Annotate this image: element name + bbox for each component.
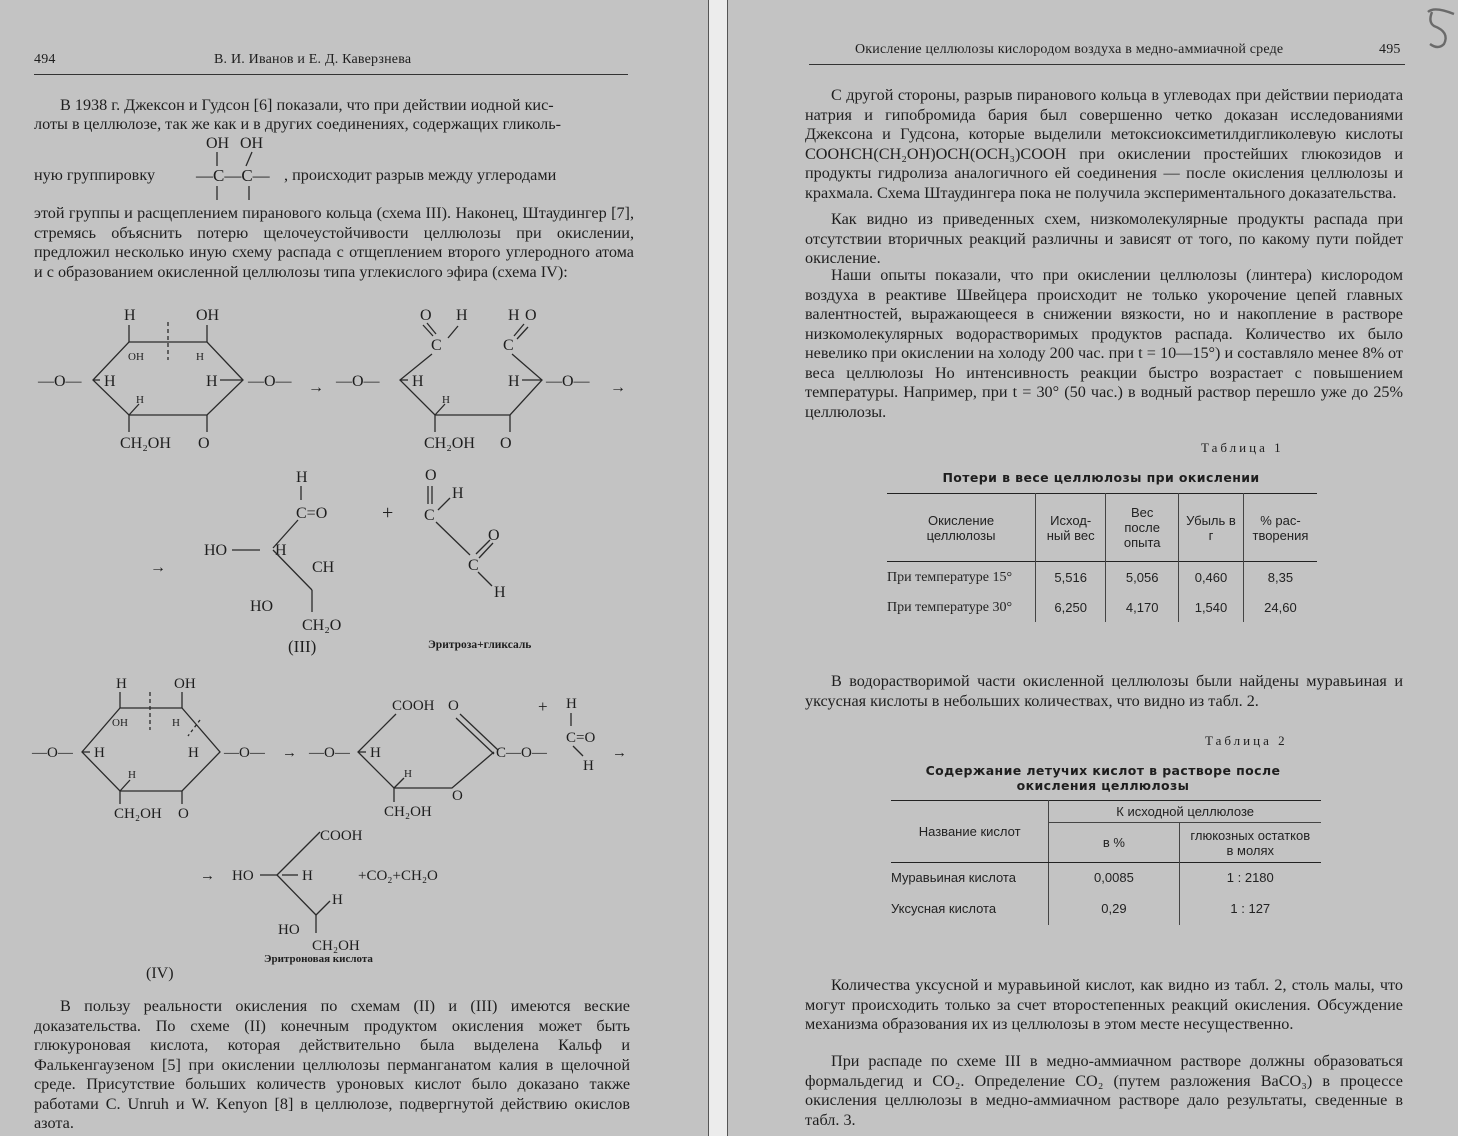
table2 [891,800,1321,925]
atom-h: H [412,373,424,390]
left-page [0,0,708,1136]
table2-header-pct: в % [1049,823,1179,863]
atom-o: O [452,788,463,804]
atom-o: O [420,307,432,324]
atom-h-small: H [136,394,144,406]
paragraph-volatile-acids: В водорастворимой части окисленной целлюлозы были найдены муравьиная и уксусная кислоты в небольших количествах, что видно из табл. 2. [805,672,1403,710]
atom-h: H [302,868,313,884]
running-head: В. И. Иванов и Е. Д. Каверзнева [214,52,412,67]
bridge-oxygen: —O— [38,373,82,390]
atom-c: C [468,557,479,574]
table1-header: Исход-ный вес [1036,494,1106,562]
atom-h-small: H [442,394,450,406]
atom-h: H [583,758,594,774]
table-cell: При температуре 15° [887,562,1036,594]
paragraph-products: Как видно из приведенных схем, низкомолекулярные продукты распада при отсутствии вторичных реакций различны и зависят от того, по какому пути пойдет окисление. [805,210,1403,267]
glycol-formula: —C—C— [196,166,270,185]
book-gutter [708,0,728,1136]
header-rule [34,74,628,75]
atom-h: H [370,745,381,761]
bridge-oxygen: —O— [248,373,292,390]
paragraph-intro-line3-post: , происходит разрыв между углеродами [284,166,557,184]
running-head: Окисление целлюлозы кислородом воздуха в медно-аммиачной среде [855,42,1284,57]
page-number: 495 [1379,42,1401,57]
handwritten-digit-five [1428,9,1454,47]
atom-h: H [508,373,520,390]
table-cell: 5,056 [1106,562,1179,594]
paragraph-intro-line1: В 1938 г. Джексон и Гудсон [6] показали, что при действии иодной кис- [60,96,554,114]
paragraph-minor-reactions: Количества уксусной и муравьиной кислот, как видно из табл. 2, столь малы, что могут происходить только за счет второстепенных реакций окисления. Обсуждение механизма образования их из целлюлозы в этом месте несущественно. [805,976,1403,1033]
oh-label: OH [240,135,264,152]
glycol-group-formula [192,130,292,202]
atom-c-o: C—O— [496,745,547,761]
bridge-oxygen: —O— [309,745,350,761]
table2-header-moles: глюкозных остатков в молях [1190,827,1311,858]
table-cell: 8,35 [1267,570,1294,586]
atom-oh: OH [196,307,220,324]
table-cell: При температуре 30° [887,594,1036,622]
atom-h: H [206,373,218,390]
atom-oh-small: OH [128,351,144,363]
oh-label: OH [206,135,230,152]
table1-header: Окисление целлюлозы [887,494,1036,562]
bridge-oxygen: —O— [546,373,590,390]
scheme-IV-label: (IV) [146,965,174,982]
atom-ch2oh: CH₂OH [120,435,171,452]
atom-h: H [296,469,308,486]
reaction-arrow: → [200,868,215,884]
atom-h: H [116,676,127,692]
atom-ho: HO [250,598,274,615]
atom-ho: HO [232,868,254,884]
atom-o: O [425,467,437,484]
table-cell: 24,60 [1264,600,1297,615]
paragraph-co2: При распаде по схеме III в медно-аммиачном растворе должны образоваться формальдегид и CO₂. Определение CO₂ (путем разложения BaCO₃) в процессе окисления целлюлозы в медно-аммиачном растворе дало результаты, сведенные в табл. 3. [805,1052,1403,1129]
table2-title: Содержание летучих кислот в растворе после окисления целлюлозы [925,763,1281,793]
atom-h: H [508,307,520,324]
table2-header-group: К исходной целлюлозе [1049,801,1321,823]
atom-h: H [188,745,199,761]
table2-caption: Таблица 2 [1205,733,1288,748]
table-cell: 1 : 127 [1230,901,1271,916]
table-row [887,562,1317,594]
atom-c-eq-o: C=O [296,505,328,522]
atom-oh-small: OH [112,717,128,729]
paragraph-experiments: Наши опыты показали, что при окислении целлюлозы (линтера) кислородом воздуха в реактиве Швейцера происходит не только укорочение цепей главных валентностей, выражающееся в снижении вязкости, но и накопление в растворе низкомолекулярных водорастворимых продуктов распада. Количество их было невелико при окислении на холоду 200 час. при t = 10—15°) и составляло менее 8% от веса целлюлозы Но интенсивность реакции быстро возрастает с повышением температуры. Например, при t = 30° (50 час.) в водный раствор перешло уже до 25% целлюлозы. [805,266,1403,421]
paragraph-ring-cleavage: С другой стороны, разрыв пиранового кольца в углеводах при действии периодата натрия и гипобромида бария был совершенно четко доказан исследованиями Джексона и Гудсона, которые выделили метоксиоксиметилдигликолевую кислоты COOHCH(CH₂OH)OCH(OCH₃)COOH при окислении простейших глюкозидов и продукты гидролиза аналогичного ей соединения — после окисления целлюлозы и крахмала. Схема Штаудингера пока не получила экспериментального доказательства. [805,86,1403,202]
atom-cooh: COOH [320,828,363,844]
atom-c-eq-o: C=O [566,730,596,746]
reaction-arrow: → [610,379,626,396]
atom-h: H [275,542,287,559]
handwritten-mark [1424,4,1458,52]
table-cell: 0,460 [1179,562,1244,594]
table-cell: 0,0085 [1049,863,1179,893]
table-cell: 1 : 2180 [1226,870,1274,886]
scheme-III-diagram [20,300,660,660]
atom-oh: OH [174,676,196,692]
bridge-oxygen: —O— [224,745,265,761]
header-rule [809,64,1405,65]
table1-header: Убыль в г [1179,494,1244,562]
paragraph-evidence: В пользу реальности окисления по схемам (II) и (III) имеются веские доказательства. По схеме (II) конечным продуктом окисления может быть глюкуроновая кислота, которая действительно была выделена Кальф и Фалькенгаузеном [5] при окислении целлюлозы перманганатом калия в щелочной среде. Присутствие больших количеств уроновых кислот было доказано также работами C. Unruh и W. Kenyon [8] в целлюлозе, подвергнутой действию окислов азота. [34,997,630,1132]
atom-h: H [456,307,468,324]
atom-h-small: H [404,768,412,780]
atom-ch2oh: CH₂OH [312,938,360,954]
table-cell: 1,540 [1179,594,1244,622]
scheme-III-label: (III) [288,637,317,656]
atom-o: O [525,307,537,324]
atom-h-small: H [196,351,204,363]
atom-h: H [494,584,506,601]
scheme-IV-caption: Эритроновая кислота [264,953,373,965]
reaction-arrow: → [612,745,627,761]
reaction-arrow: → [282,745,297,761]
atom-c: C [431,337,442,354]
atom-h: H [124,307,136,324]
table1-header: Вес после опыта [1106,494,1179,562]
plus-sign: + [538,697,548,716]
scheme-III-caption: Эритроза+гликсаль [428,639,532,651]
bridge-oxygen: —O— [336,373,380,390]
table-cell: Уксусная кислота [891,893,1049,925]
atom-c: C [503,337,514,354]
atom-ch2oh: CH₂OH [114,806,162,822]
atom-h: H [566,696,577,712]
table1 [887,493,1317,622]
atom-h: H [452,485,464,502]
page-number: 494 [34,52,56,67]
atom-o: O [500,435,512,452]
table1-header: % рас-творения [1252,512,1309,543]
right-page [727,0,1458,1136]
scheme-IV-diagram [20,668,660,988]
atom-o: O [198,435,210,452]
atom-ch2o: CH₂O [302,617,342,634]
atom-h: H [94,745,105,761]
table-row [887,594,1317,622]
atom-ch2oh: CH₂OH [384,804,432,820]
atom-o: O [178,806,189,822]
paragraph-intro-line2: лоты в целлюлозе, так же как и в других соединениях, содержащих гликоль- [34,115,561,133]
table-row [891,893,1321,925]
table2-header-name: Название кислот [891,801,1049,863]
atom-cooh: COOH [392,698,435,714]
byproducts-formula: +CO₂+CH₂O [358,868,438,884]
atom-h-small: H [172,717,180,729]
reaction-arrow: → [308,379,324,396]
table1-caption: Таблица 1 [1201,440,1284,455]
paragraph-intro-rest: этой группы и расщеплением пиранового кольца (схема III). Наконец, Штаудингер [7], стремясь объяснить потерю щелочеустойчивости целлюлозы при окислении, предложил несколько иную схему распада с отщеплением второго углеродного атома и с образованием окисленной целлюлозы типа углекислого эфира (схема IV): [34,204,634,281]
plus-sign: + [382,502,394,524]
atom-o: O [488,527,500,544]
bridge-oxygen: —O— [32,745,73,761]
atom-ch2oh: CH₂OH [424,435,475,452]
atom-ch: CH [312,559,335,576]
atom-ho: HO [204,542,228,559]
table-cell: 4,170 [1106,594,1179,622]
table-cell: Муравьиная кислота [891,863,1049,893]
table-cell: 6,250 [1036,594,1106,622]
atom-ho: HO [278,922,300,938]
reaction-arrow: → [150,559,166,576]
atom-h: H [332,892,343,908]
paragraph-intro-line3-pre: ную группировку [34,166,156,184]
atom-h-small: H [128,769,136,781]
atom-o: O [448,698,459,714]
atom-h: H [104,373,116,390]
table-cell: 0,29 [1049,893,1179,925]
table-row [891,863,1321,893]
table-cell: 5,516 [1036,562,1106,594]
atom-c: C [424,507,435,524]
table1-title: Потери в весе целлюлозы при окислении [942,470,1260,485]
